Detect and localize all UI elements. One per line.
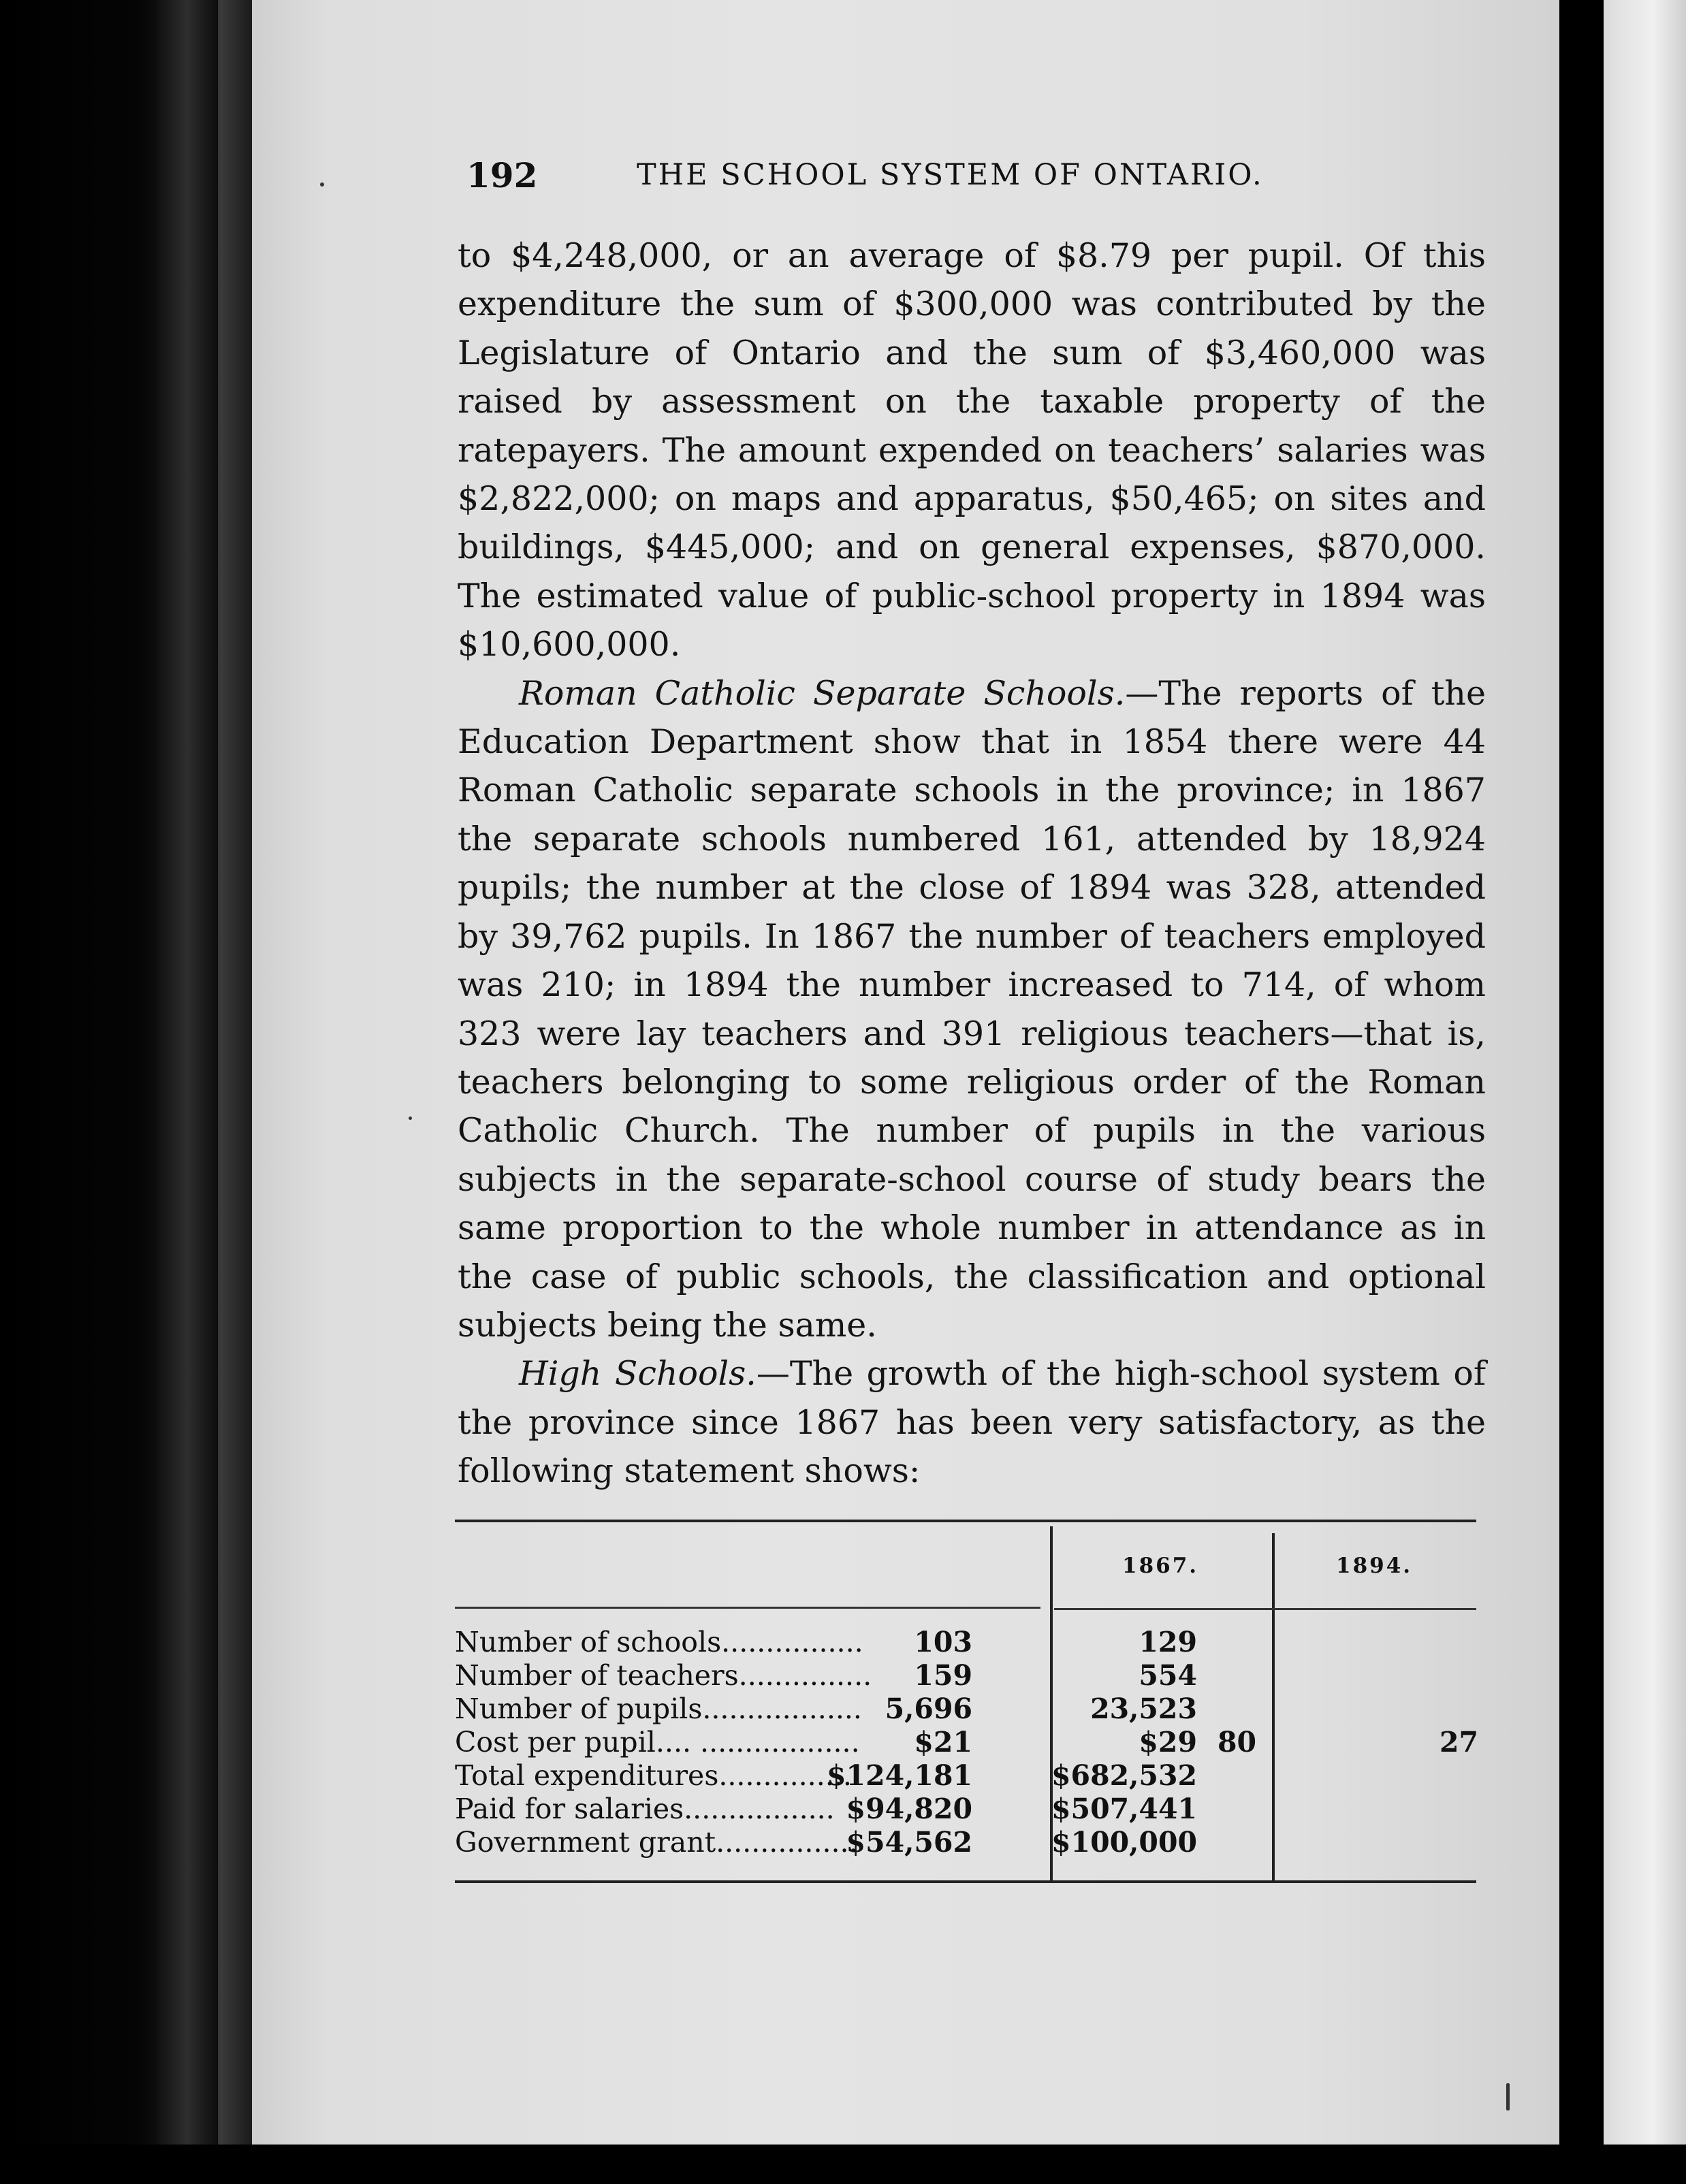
value-1867: 5,696 xyxy=(885,1692,972,1725)
table-row xyxy=(455,1825,1476,1859)
cents-1894: 27 xyxy=(1440,1726,1479,1759)
row-label: Paid for salaries................. xyxy=(455,1793,835,1825)
table-row xyxy=(455,1625,1476,1659)
column-header-1894: 1894. xyxy=(1336,1554,1413,1578)
table-row xyxy=(455,1692,1476,1726)
paragraph-text: —The reports of the Education Department show that in 1854 there were 44 Roman Catholic separate schools in the province; in 1867 the separate schools numbered 161, attended by 18,924 pupils; the number at the close of 1894 was 328, attended by 39,762 pupils. In 1867 the number of teachers employed was 210; in 1894 the number increased to 714, of whom 323 were lay teachers and 391 religious teachers—that is, teachers belonging to some religious order of the Roman Catholic Church. The number of pupils in the various subjects in the separate-school course of study bears the same proportion to the whole number in attendance as in the case of public schools, the classification and optional subjects being the same. xyxy=(458,673,1486,1345)
value-1867: $21 xyxy=(914,1726,972,1759)
scan-speck xyxy=(320,182,324,187)
paragraph-text: to $4,248,000, or an average of $8.79 per pupil. Of this expenditure the sum of $300,000 was contributed by the Legislature of Ontario and the sum of $3,460,000 was raised by assessment on the taxable property of the ratepayers. The amount expended on teachers’ salaries was $2,822,000; on maps and apparatus, $50,465; on sites and buildings, $445,000; and on general expenses, $870,000. The estimated value of public-school property in 1894 was $10,600,000. xyxy=(458,236,1486,664)
value-1894: $100,000 xyxy=(1051,1826,1197,1859)
paragraph-high-schools xyxy=(458,1349,1486,1495)
row-label: Government grant................ xyxy=(455,1826,858,1859)
table-bottom-rule xyxy=(455,1880,1476,1883)
value-1867: 103 xyxy=(914,1626,972,1658)
value-1894: 129 xyxy=(1139,1626,1197,1658)
row-label: Number of pupils.................. xyxy=(455,1692,862,1725)
table-row xyxy=(455,1658,1476,1692)
value-1894: 554 xyxy=(1139,1659,1197,1692)
value-1894: $682,532 xyxy=(1051,1759,1197,1792)
running-title: THE SCHOOL SYSTEM OF ONTARIO. xyxy=(637,158,1264,192)
paragraph-separate-schools xyxy=(458,669,1486,1350)
row-label: Cost per pupil.... .................. xyxy=(455,1726,860,1759)
high-schools-table xyxy=(455,1520,1479,1887)
table-top-rule xyxy=(455,1520,1476,1522)
run-in-heading: High Schools. xyxy=(519,1354,757,1394)
scan-speck xyxy=(409,1117,412,1120)
binding-stripe xyxy=(157,0,218,2184)
page-header xyxy=(466,155,1328,210)
value-1894: $507,441 xyxy=(1051,1793,1197,1825)
row-label: Number of teachers............... xyxy=(455,1659,872,1692)
value-1867: 159 xyxy=(914,1659,972,1692)
run-in-heading: Roman Catholic Separate Schools. xyxy=(519,673,1126,713)
row-label: Total expenditures............... xyxy=(455,1759,852,1792)
table-row xyxy=(455,1792,1476,1826)
value-1867: $94,820 xyxy=(846,1793,972,1825)
value-1867: $124,181 xyxy=(827,1759,972,1792)
table-row xyxy=(455,1759,1476,1793)
cents-1867: 80 xyxy=(1218,1726,1257,1759)
paragraph-expenditure xyxy=(458,231,1486,669)
table-row xyxy=(455,1725,1479,1759)
row-label: Number of schools................ xyxy=(455,1626,863,1658)
column-header-1867: 1867. xyxy=(1122,1554,1199,1578)
value-1894: $29 xyxy=(1139,1726,1197,1759)
scan-speck xyxy=(1506,2083,1510,2110)
value-1894: 23,523 xyxy=(1090,1692,1197,1725)
value-1867: $54,562 xyxy=(846,1826,972,1859)
header-rule xyxy=(1054,1608,1476,1610)
header-rule xyxy=(455,1607,1040,1609)
paragraph-text: —The growth of the high-school system of the province since 1867 has been very satisfactory, as the following statement shows: xyxy=(458,1354,1486,1491)
next-page-edge xyxy=(1604,0,1686,2184)
body-text xyxy=(458,231,1486,1496)
page-number: 192 xyxy=(466,155,538,195)
bottom-film-border xyxy=(0,2145,1686,2184)
